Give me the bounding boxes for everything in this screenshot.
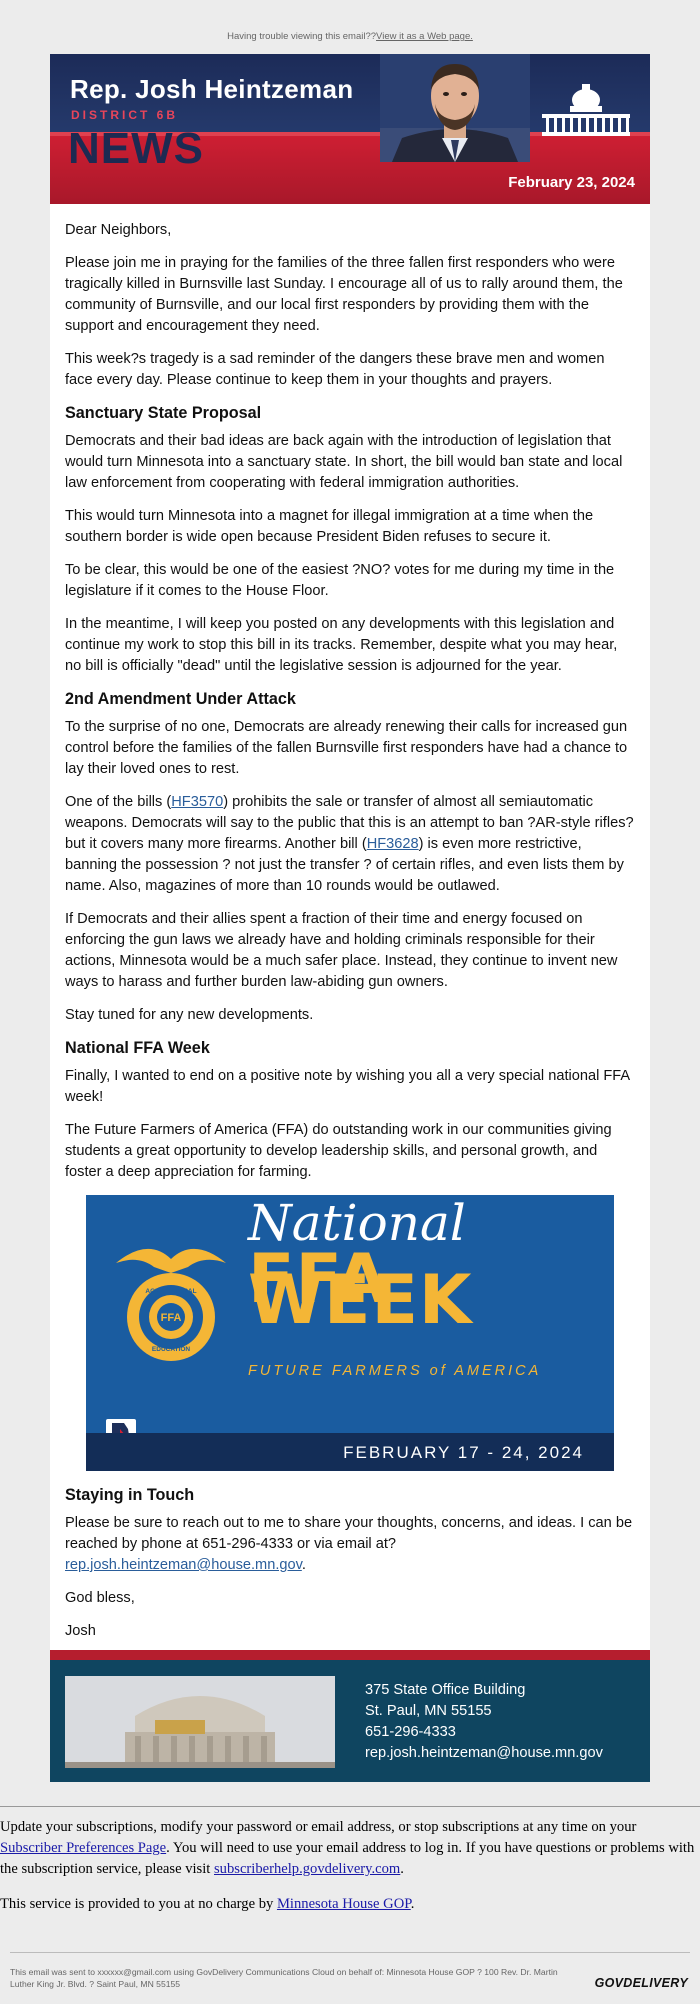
address-line-1: 375 State Office Building	[365, 1682, 526, 1698]
text-span: Please be sure to reach out to me to share your thoughts, concerns, and ideas. I can be reached by phone at 651-296-4333 or via email at?	[65, 1515, 633, 1552]
fine-print-footer	[0, 1952, 700, 2004]
section-heading-ffa: National FFA Week	[65, 1039, 210, 1057]
subscription-notice	[0, 1806, 700, 1929]
subscriber-help-link[interactable]: subscriberhelp.govdelivery.com	[214, 1861, 401, 1877]
bill-link-hf3628[interactable]: HF3628	[366, 836, 419, 852]
text-span: .	[400, 1861, 404, 1877]
office-phone: 651-296-4333	[365, 1724, 456, 1740]
text-span: ) prohibits the sale or transfer of almost all semiautomatic weapons. Democrats will say to the public that this is an attempt to ban ?AR-style rifles? but it covers many more firearms. Another bill (	[65, 794, 634, 852]
signature: Josh	[65, 1623, 96, 1639]
govdelivery-logo: GOVDELIVERY	[594, 1976, 688, 1990]
emblem-bottom-text: EDUCATION	[151, 1346, 191, 1353]
text-span: . You will need to use your email address to log in. If you have questions or problems with the subscription service, please visit	[0, 1840, 695, 1877]
ffa-subtitle: FUTURE FARMERS of AMERICA	[248, 1363, 542, 1379]
sanctuary-paragraph: This would turn Minnesota into a magnet for illegal immigration at a time when the southern border is wide open because President Biden refuses to secure it.	[65, 508, 594, 545]
contact-footer	[50, 1650, 650, 1782]
fine-print-text: This email was sent to xxxxxx@gmail.com using GovDelivery Communications Cloud on behalf of: Minnesota House GOP ? 100 Rev. Dr. Martin Luther King Jr. Blvd. ? Saint Paul, MN 55155	[10, 1967, 558, 1989]
ffa-national-text: National	[248, 1195, 466, 1252]
office-email: rep.josh.heintzeman@house.mn.gov	[365, 1745, 603, 1761]
capitol-building-image	[65, 1676, 335, 1768]
ffa-dates: FEBRUARY 17 - 24, 2024	[343, 1443, 584, 1462]
newsletter-header	[50, 54, 650, 204]
rep-portrait	[380, 54, 530, 162]
service-provider-paragraph	[0, 1894, 700, 1915]
amendment-paragraph	[65, 792, 635, 897]
footer-red-rule	[50, 1650, 650, 1660]
sanctuary-paragraph: To be clear, this would be one of the easiest ?NO? votes for me during my time in the legislature if it comes to the House Floor.	[65, 562, 615, 599]
amendment-paragraph: To the surprise of no one, Democrats are already renewing their calls for increased gun control before the families of the fallen Burnsville first responders have had a chance to lay their loved ones to rest.	[65, 719, 628, 777]
news-title: NEWS	[68, 124, 204, 173]
text-span: .	[410, 1896, 415, 1912]
ffa-paragraph: Finally, I wanted to end on a positive note by wishing you all a very special national FFA week!	[65, 1068, 630, 1105]
subscriber-preferences-link[interactable]: Subscriber Preferences Page	[0, 1840, 167, 1856]
capitol-icon	[538, 82, 634, 138]
sanctuary-paragraph: Democrats and their bad ideas are back again with the introduction of legislation that would turn Minnesota into a sanctuary state. In short, the bill would ban state and local law enforcement from cooperating with federal immigration authorities.	[65, 433, 623, 491]
ffa-paragraph: The Future Farmers of America (FFA) do outstanding work in our communities giving students a great opportunity to develop leadership skills, and personal growth, and foster a deep appreciation for farming.	[65, 1122, 612, 1180]
email-card	[50, 54, 650, 1782]
intro-paragraph: This week?s tragedy is a sad reminder of the dangers these brave men and women face every day. Please continue to keep them in your thoughts and prayers.	[65, 351, 605, 388]
newsletter-body	[50, 204, 650, 1642]
amendment-paragraph: If Democrats and their allies spent a fraction of their time and energy focused on enforcing the gun laws we already have and holding criminals responsible for their actions, Minnesota would be a much safer place. Instead, they continue to invent new ways to harass and further burden law-abiding gun owners.	[65, 911, 618, 990]
mn-house-gop-link[interactable]: Minnesota House GOP	[276, 1896, 411, 1912]
divider	[10, 1952, 690, 1953]
address-line-2: St. Paul, MN 55155	[365, 1703, 492, 1719]
email-link[interactable]: rep.josh.heintzeman@house.mn.gov	[65, 1557, 302, 1573]
text-span: Update your subscriptions, modify your password or email address, or stop subscriptions at any time on your	[0, 1819, 637, 1835]
text-span: ) is even more restrictive, banning the possession ? not just the transfer ? of certain rifles, and even lists them by name. Also, magazines of more than 10 rounds would be outlawed.	[65, 836, 624, 894]
newsletter-date: February 23, 2024	[508, 174, 635, 191]
web-view-link[interactable]: View it as a Web page.	[376, 31, 473, 42]
office-address	[365, 1680, 603, 1764]
ffa-week-banner	[86, 1195, 614, 1471]
text-span: One of the bills (	[65, 794, 172, 810]
intro-paragraph: Please join me in praying for the families of the three fallen first responders who were tragically killed in Burnsville last Sunday. I encourage all of us to rally around them, the community of Burnsville, and our local first responders by providing them with the support and encouragement they need.	[65, 255, 623, 334]
emblem-top-text: AGRICULTURAL	[145, 1288, 197, 1295]
contact-paragraph: Please be sure to reach out to me to share your thoughts, concerns, and ideas. I can be reached by phone at 651-296-4333 or via email at? rep.josh.heintzeman@house.mn.gov.	[65, 1515, 633, 1573]
sanctuary-paragraph: In the meantime, I will keep you posted on any developments with this legislation and continue my work to stop this bill in its tracks. Remember, despite what you may hear, no bill is officially "dead" until the legislative session is adjourned for the year.	[65, 616, 618, 674]
rep-name: Rep. Josh Heintzeman	[70, 74, 354, 104]
web-view-notice	[0, 0, 700, 54]
section-heading-sanctuary: Sanctuary State Proposal	[65, 404, 262, 422]
section-heading-2nd-amendment: 2nd Amendment Under Attack	[65, 690, 296, 708]
district-label: DISTRICT 6B	[71, 108, 179, 122]
subscription-paragraph	[0, 1817, 700, 1880]
section-heading-staying-in-touch: Staying in Touch	[65, 1486, 195, 1504]
ffa-emblem-icon	[108, 1233, 234, 1365]
capitol-photo	[65, 1676, 335, 1768]
bill-link-hf3570[interactable]: HF3570	[171, 794, 224, 810]
text-span: This service is provided to you at no charge by	[0, 1896, 277, 1912]
emblem-ffa-text: FFA	[160, 1312, 182, 1324]
greeting: Dear Neighbors,	[65, 222, 172, 238]
amendment-paragraph: Stay tuned for any new developments.	[65, 1007, 314, 1023]
divider	[0, 1806, 700, 1807]
web-view-notice-text: Having trouble viewing this email??	[227, 31, 377, 42]
closing: God bless,	[65, 1590, 135, 1606]
ffa-week-text: FFA WEEK	[248, 1240, 473, 1340]
